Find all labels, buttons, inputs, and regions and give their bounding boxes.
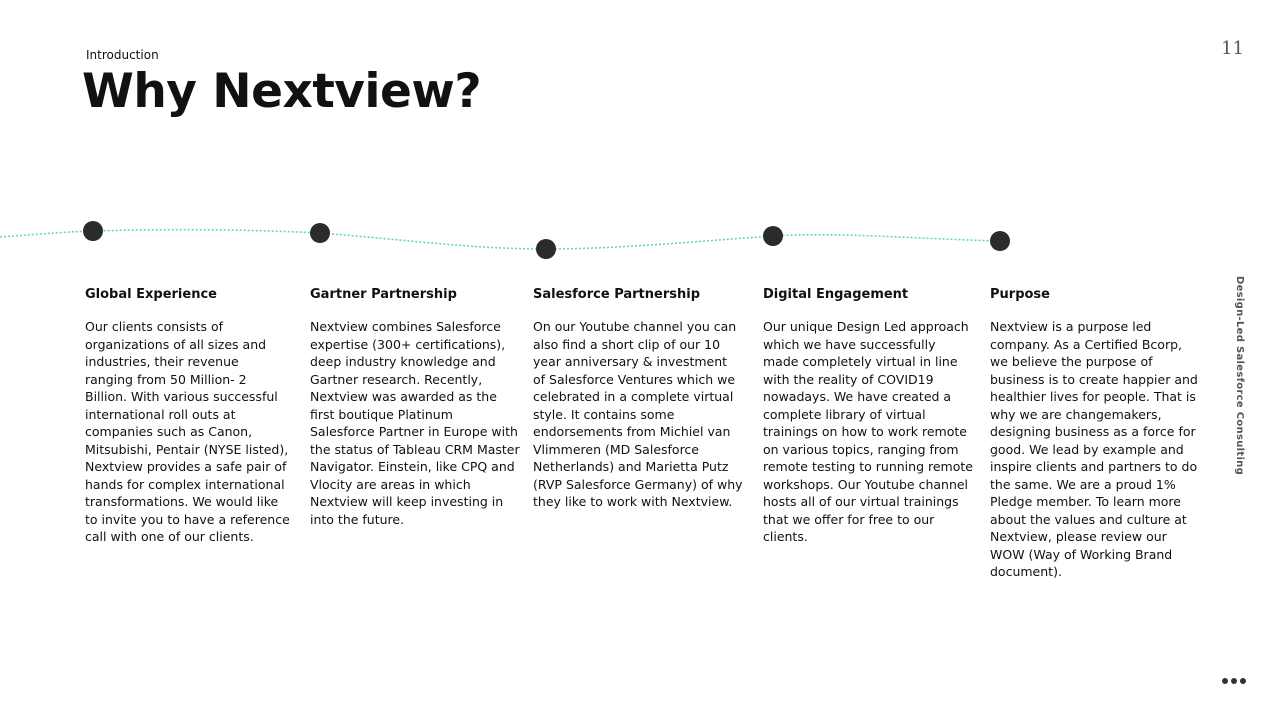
column-salesforce-partnership — [533, 287, 743, 511]
menu-dot — [1231, 678, 1237, 684]
page-number: 11 — [1221, 38, 1244, 59]
timeline-dot-1 — [83, 221, 103, 241]
column-global-experience — [85, 287, 290, 546]
timeline-dot-5 — [990, 231, 1010, 251]
page-title: Why Nextview? — [82, 64, 482, 119]
menu-dot — [1222, 678, 1228, 684]
timeline-dot-3 — [536, 239, 556, 259]
column-purpose — [990, 287, 1200, 581]
timeline-line — [0, 230, 1000, 249]
timeline-dot-4 — [763, 226, 783, 246]
column-digital-engagement — [763, 287, 973, 546]
side-brand-label: Design-Led Salesforce Consulting — [1234, 276, 1245, 476]
column-gartner-partnership — [310, 287, 520, 528]
column-body: On our Youtube channel you can also find a short clip of our 10 year anniversary & investment of Salesforce Ventures which we celebrated in a complete virtual style. It contains some endorsements from Michiel van Vlimmeren (MD Salesforce Netherlands) and Marietta Putz (RVP Salesforce Germany) of why they like to work with Nextview. — [533, 319, 743, 509]
timeline-dot-2 — [310, 223, 330, 243]
column-title: Global Experience — [85, 287, 217, 302]
column-title: Salesforce Partnership — [533, 287, 701, 302]
column-title: Gartner Partnership — [310, 287, 457, 302]
column-title: Purpose — [990, 287, 1050, 302]
timeline — [0, 205, 1279, 265]
column-body: Nextview combines Salesforce expertise (300+ certifications), deep industry knowledge and Gartner research. Recently, Nextview was awarded as the first boutique Platinum Salesforce Partner in Europe with the status of Tableau CRM Master Navigator. Einstein, like CPQ and Vlocity are areas in which Nextview will keep investing in into the future. — [310, 319, 520, 527]
column-body: Our clients consists of organizations of all sizes and industries, their revenue ranging from 50 Million- 2 Billion. With various successful international roll outs at companies such as Canon, Mitsubishi, Pentair (NYSE listed), Nextview provides a safe pair of hands for complex international transformations. We would like to invite you to have a reference call with one of our clients. — [85, 319, 290, 544]
menu-dot — [1240, 678, 1246, 684]
section-eyebrow: Introduction — [86, 48, 159, 62]
column-title: Digital Engagement — [763, 287, 909, 302]
more-options-icon[interactable] — [1222, 678, 1246, 684]
column-body: Nextview is a purpose led company. As a Certified Bcorp, we believe the purpose of business is to create happier and healthier lives for people. That is why we are changemakers, designing business as a force for good. We lead by example and inspire clients and partners to do the same. We are a proud 1% Pledge member. To learn more about the values and culture at Nextview, please review our WOW (Way of Working Brand document). — [990, 319, 1198, 579]
column-body: Our unique Design Led approach which we have successfully made completely virtual in line with the reality of COVID19 nowadays. We have created a complete library of virtual trainings on how to work remote on various topics, ranging from remote testing to running remote workshops. Our Youtube channel hosts all of our virtual trainings that we offer for free to our clients. — [763, 319, 973, 544]
